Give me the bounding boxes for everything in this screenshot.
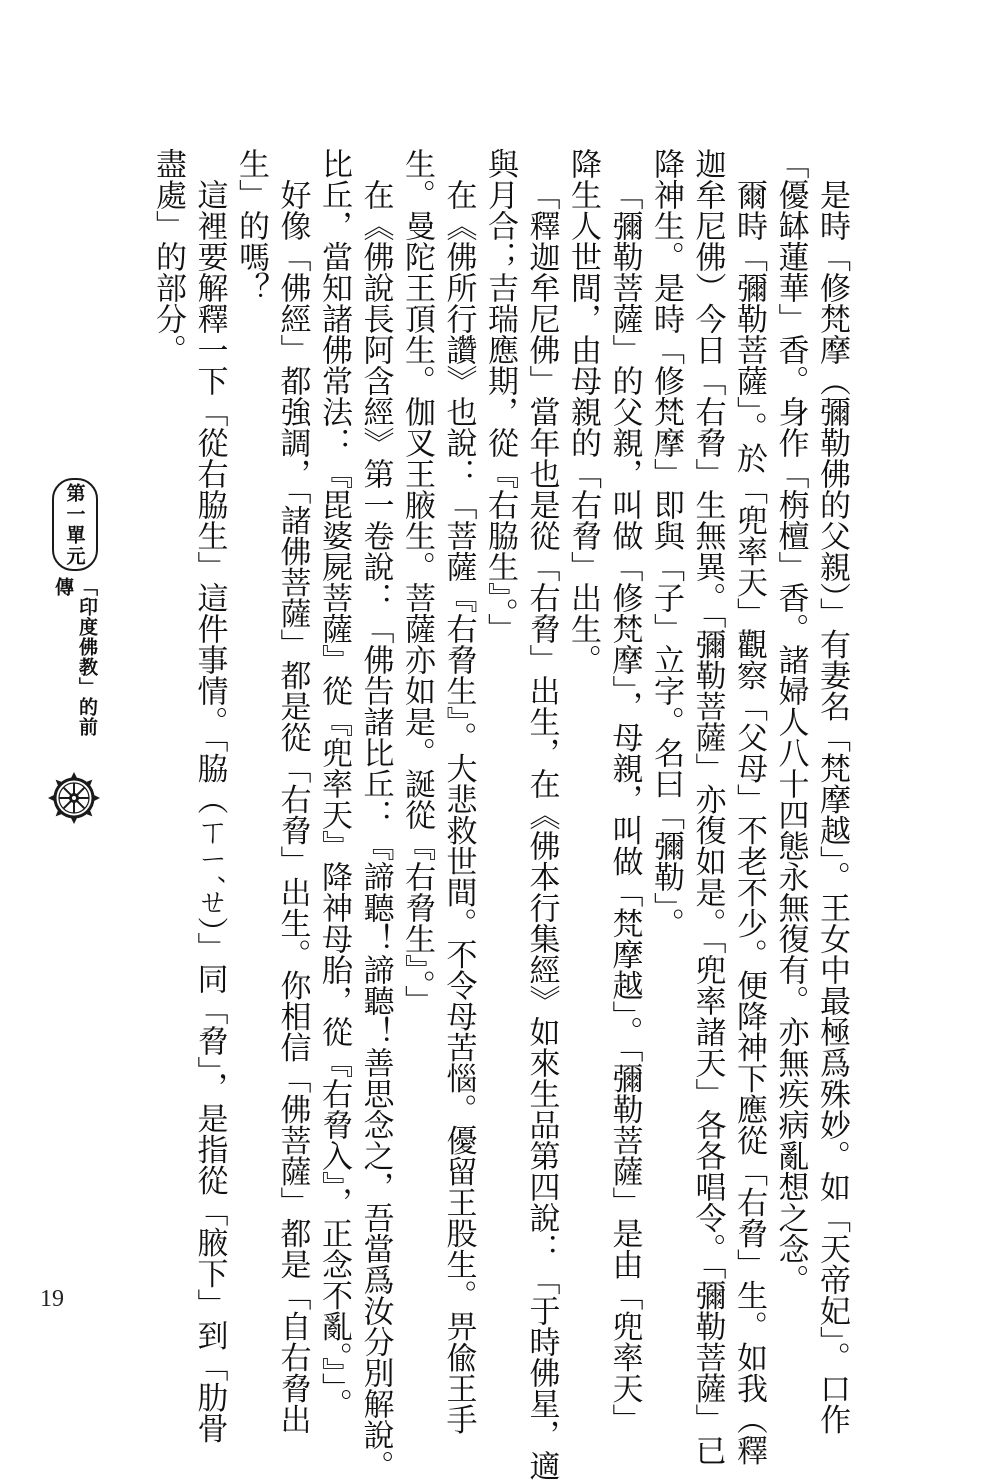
text-column: 在《佛說長阿含經》第一卷說：「佛告諸比丘：『諦聽！諦聽！善思念之，吾當爲汝分別解說。 [357, 179, 394, 1481]
text-column: 比丘，當知諸佛常法：『毘婆屍菩薩』從『兜率天』降神母胎，從『右脅入』，正念不亂。』」。 [316, 148, 352, 1419]
text-column: 迦牟尼佛）今日「右脅」生無異。「彌勒菩薩」亦復如是。「兜率諸天」各各唱令。「彌勒菩薩」已 [689, 148, 726, 1466]
body-text [147, 148, 853, 1481]
text-column: 生。曼陀王頂生。伽叉王腋生。菩薩亦如是。誕從『右脅生』。」 [399, 148, 435, 1016]
text-column: 「彌勒菩薩」的父親，叫做「修梵摩」，母親，叫做「梵摩越」。「彌勒菩薩」是由「兜率天」 [606, 179, 643, 1435]
text-column: 是時「修梵摩（彌勒佛的父親）」有妻名「梵摩越」。王女中最極爲殊妙。如「天帝妃」。口作 [814, 179, 850, 1435]
text-column: 降生人世間，由母親的「右脅」出生。 [565, 148, 601, 675]
page-number: 19 [40, 1286, 64, 1312]
text-column: 降神生。是時「修梵摩」即與「子」立字。名曰「彌勒」。 [648, 148, 684, 939]
text-column: 好像「佛經」都強調，「諸佛菩薩」都是從「右脅」出生。你相信「佛菩薩」都是「自右脅出 [274, 179, 311, 1435]
text-column: 「優缽蓮華」香。身作「栴檀」香。諸婦人八十四態永無復有。亦無疾病亂想之念。 [772, 148, 809, 1295]
text-column: 這裡要解釋一下「從右脇生」這件事情。「脇（ㄒㄧˊㄝ）」同「脅」，是指從「腋下」到「肋骨 [191, 179, 228, 1444]
unit-title: 第一單元 [63, 482, 86, 567]
text-column: 生」的嗎？ [233, 148, 269, 303]
text-column: 在《佛所行讚》也說：「菩薩『右脅生』。大悲救世間。不令母苦惱。優留王股生。畀偸王手 [440, 179, 477, 1435]
unit-badge [52, 478, 98, 571]
text-column: 爾時「彌勒菩薩」。於「兜率天」觀察「父母」不老不少。便降神下應從「右脅」生。如我（釋 [731, 179, 767, 1466]
chapter-title: 「印度佛教」的前傳 [52, 577, 98, 738]
chapter-side-label [52, 478, 98, 744]
text-column: 與月合；吉瑞應期，從『右脇生』。」 [482, 148, 518, 644]
dharma-wheel-icon [46, 770, 102, 826]
text-column: 盡處」的部分。 [150, 148, 186, 365]
text-column: 「釋迦牟尼佛」當年也是從「右脅」出生，在《佛本行集經》如來生品第四說：「于時佛星，適 [523, 179, 560, 1481]
